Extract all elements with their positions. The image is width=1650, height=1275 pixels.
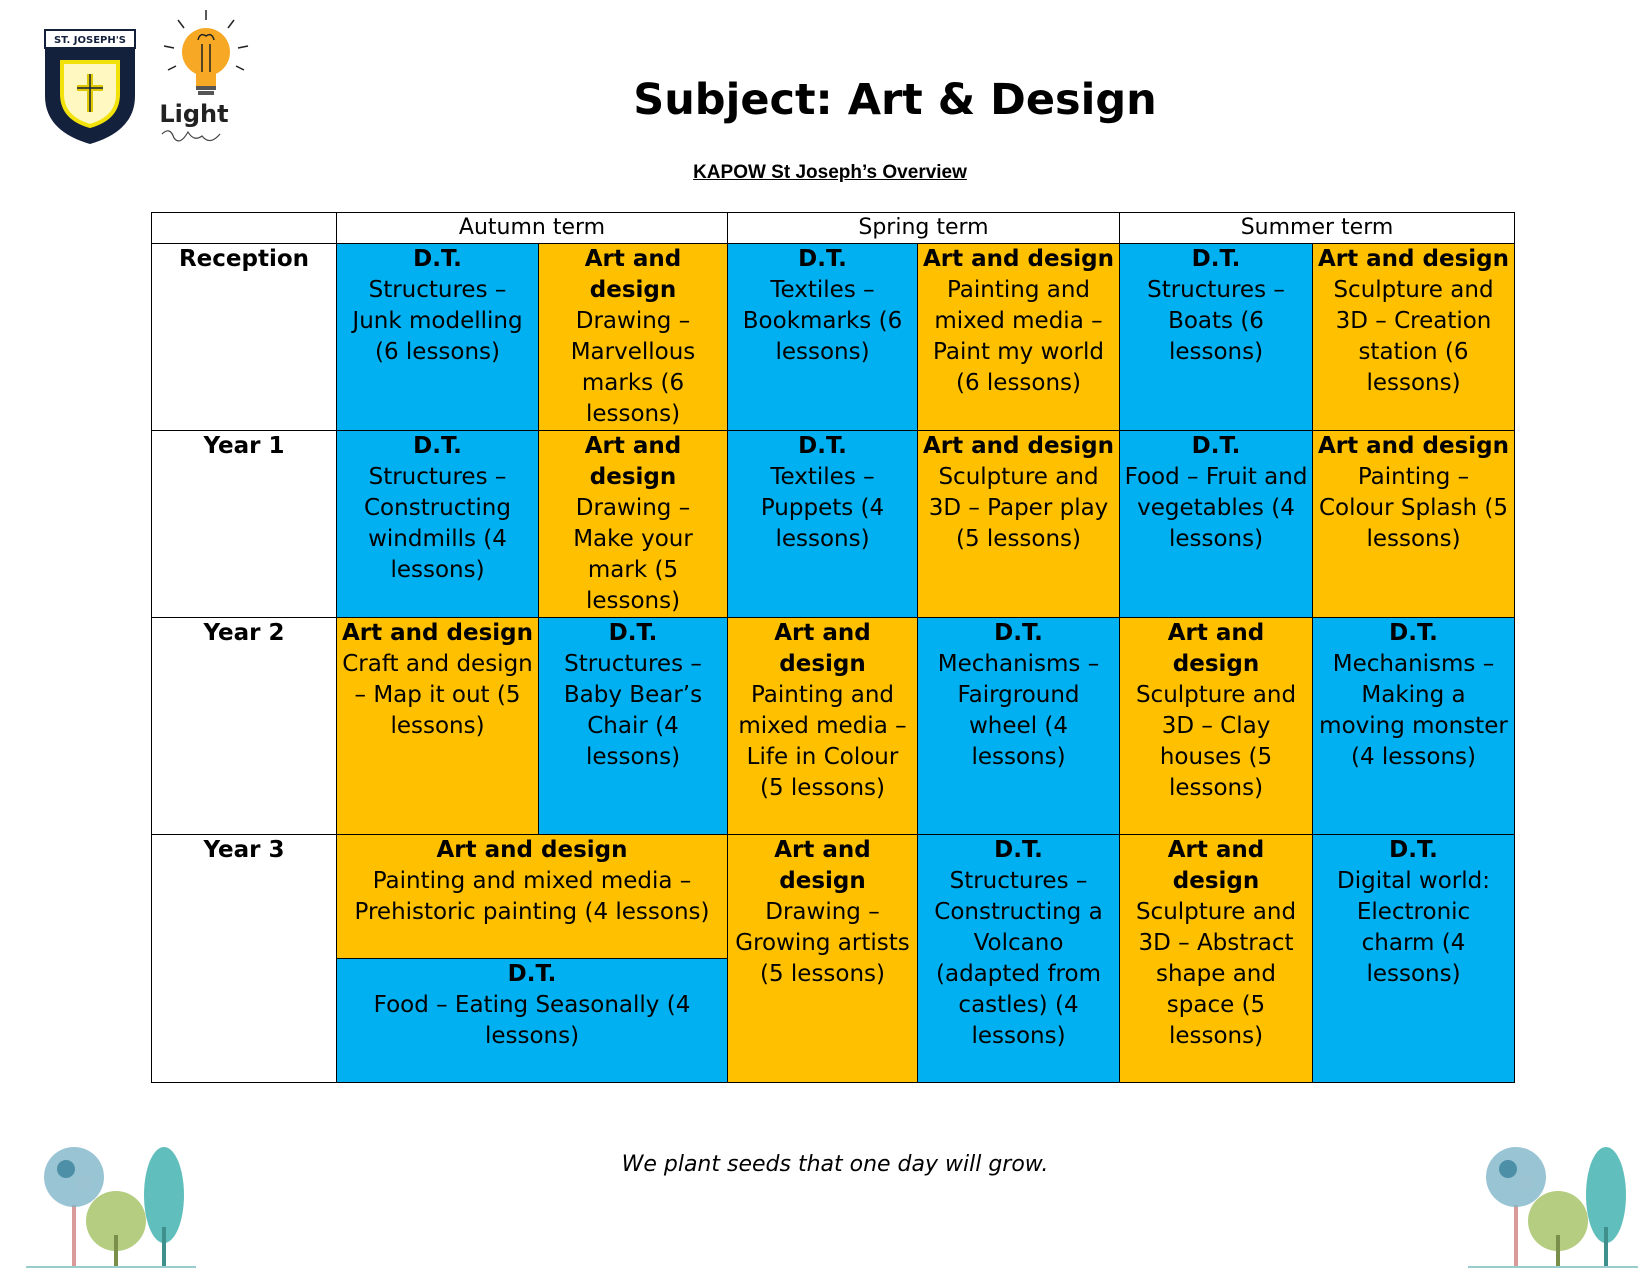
unit-type: Art and design xyxy=(584,433,682,490)
unit-type: D.T. xyxy=(413,433,462,459)
unit-cell xyxy=(728,431,918,618)
row-label-reception: Reception xyxy=(152,244,337,431)
term-header-autumn: Autumn term xyxy=(337,213,728,244)
curriculum-table xyxy=(151,212,1515,1083)
unit-cell xyxy=(1313,835,1515,1083)
unit-type: Art and design xyxy=(774,620,871,677)
unit-description: Drawing – Make your mark (5 lessons) xyxy=(573,495,693,614)
unit-cell xyxy=(918,431,1120,618)
unit-cell xyxy=(1120,244,1313,431)
unit-description: Drawing – Growing artists (5 lessons) xyxy=(735,899,910,987)
unit-description: Structures – Boats (6 lessons) xyxy=(1147,277,1285,365)
unit-cell xyxy=(337,959,728,1083)
unit-type: D.T. xyxy=(1389,837,1438,863)
unit-description: Painting – Colour Splash (5 lessons) xyxy=(1318,464,1509,552)
unit-type: Art and design xyxy=(774,837,871,894)
unit-cell xyxy=(337,244,539,431)
unit-cell xyxy=(1120,431,1313,618)
unit-description: Mechanisms – Fairground wheel (4 lessons) xyxy=(937,651,1100,770)
unit-type: Art and design xyxy=(1318,246,1509,272)
unit-type: D.T. xyxy=(798,246,847,272)
unit-cell xyxy=(337,835,728,959)
unit-type: D.T. xyxy=(507,961,557,987)
unit-cell xyxy=(1120,835,1313,1083)
crest-text: ST. JOSEPH'S xyxy=(53,35,127,46)
row-label-year-1: Year 1 xyxy=(152,431,337,618)
unit-type: Art and design xyxy=(923,246,1114,272)
unit-description: Mechanisms – Making a moving monster (4 lessons) xyxy=(1319,651,1508,770)
unit-cell xyxy=(1120,618,1313,835)
table-row-reception xyxy=(152,244,1515,431)
unit-description: Sculpture and 3D – Abstract shape and space (5 lessons) xyxy=(1135,899,1297,1049)
unit-cell xyxy=(337,618,539,835)
unit-description: Structures – Constructing windmills (4 lessons) xyxy=(364,464,511,583)
term-header-row xyxy=(152,213,1515,244)
unit-type: D.T. xyxy=(413,246,462,272)
unit-type: D.T. xyxy=(994,837,1043,863)
unit-description: Digital world: Electronic charm (4 lessons) xyxy=(1337,868,1490,987)
unit-description: Drawing – Marvellous marks (6 lessons) xyxy=(570,308,696,427)
unit-description: Food – Eating Seasonally (4 lessons) xyxy=(373,992,691,1049)
unit-description: Sculpture and 3D – Clay houses (5 lessons) xyxy=(1135,682,1297,801)
unit-description: Structures – Junk modelling (6 lessons) xyxy=(352,277,523,365)
unit-cell xyxy=(728,244,918,431)
unit-description: Sculpture and 3D – Paper play (5 lessons) xyxy=(928,464,1109,552)
unit-description: Textiles – Puppets (4 lessons) xyxy=(760,464,885,552)
table-row-year-1 xyxy=(152,431,1515,618)
unit-cell xyxy=(539,431,728,618)
page-title: Subject: Art & Design xyxy=(633,75,1157,125)
unit-type: D.T. xyxy=(798,433,847,459)
unit-cell xyxy=(728,835,918,1083)
unit-type: D.T. xyxy=(1191,246,1241,272)
row-label-year-3: Year 3 xyxy=(152,835,337,1083)
unit-type: D.T. xyxy=(1389,620,1438,646)
unit-type: Art and design xyxy=(342,620,533,646)
tree-illustration xyxy=(26,1135,196,1270)
unit-type: Art and design xyxy=(436,837,628,863)
unit-description: Structures – Baby Bear’s Chair (4 lessons) xyxy=(563,651,703,770)
term-header-summer: Summer term xyxy=(1120,213,1515,244)
row-label-year-2: Year 2 xyxy=(152,618,337,835)
unit-description: Painting and mixed media – Life in Colour (5 lessons) xyxy=(738,682,907,801)
tree-illustration xyxy=(1468,1135,1638,1270)
unit-cell xyxy=(1313,244,1515,431)
unit-cell xyxy=(539,618,728,835)
unit-cell xyxy=(918,835,1120,1083)
unit-cell xyxy=(539,244,728,431)
unit-cell xyxy=(1313,618,1515,835)
unit-type: Art and design xyxy=(584,246,682,303)
unit-cell xyxy=(728,618,918,835)
unit-description: Textiles – Bookmarks (6 lessons) xyxy=(742,277,903,365)
unit-type: D.T. xyxy=(608,620,658,646)
unit-type: Art and design xyxy=(1167,620,1265,677)
corner-cell xyxy=(152,213,337,244)
unit-description: Food – Fruit and vegetables (4 lessons) xyxy=(1124,464,1308,552)
logo-text: Light xyxy=(159,100,229,128)
unit-cell xyxy=(918,244,1120,431)
unit-cell xyxy=(337,431,539,618)
unit-type: Art and design xyxy=(923,433,1114,459)
unit-type: Art and design xyxy=(1167,837,1265,894)
unit-description: Craft and design – Map it out (5 lessons) xyxy=(342,651,533,739)
unit-type: Art and design xyxy=(1318,433,1509,459)
table-row-year-3 xyxy=(152,835,1515,959)
table-row-year-2 xyxy=(152,618,1515,835)
unit-type: D.T. xyxy=(994,620,1043,646)
unit-description: Painting and mixed media – Prehistoric painting (4 lessons) xyxy=(354,868,710,925)
unit-cell xyxy=(918,618,1120,835)
unit-description: Structures – Constructing a Volcano (adapted from castles) (4 lessons) xyxy=(934,868,1103,1049)
term-header-spring: Spring term xyxy=(728,213,1120,244)
unit-description: Painting and mixed media – Paint my world (6 lessons) xyxy=(933,277,1104,396)
unit-description: Sculpture and 3D – Creation station (6 lessons) xyxy=(1333,277,1494,396)
unit-cell xyxy=(1313,431,1515,618)
footer-motto: We plant seeds that one day will grow. xyxy=(621,1152,1049,1177)
page-subtitle: KAPOW St Joseph’s Overview xyxy=(693,162,967,183)
unit-type: D.T. xyxy=(1191,433,1241,459)
